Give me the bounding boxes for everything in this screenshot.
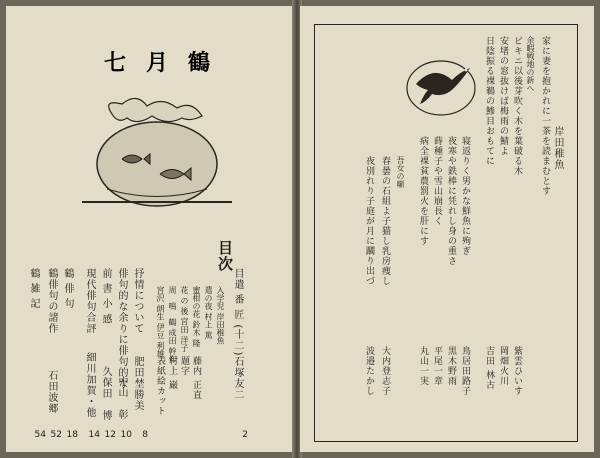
toc-item-4-page: 12 <box>104 430 116 440</box>
haiku-line-12: 夜別れり子庭が月に躙り出づ <box>364 156 374 286</box>
toc-item-2-author: 肥田埜勝美 <box>132 356 143 411</box>
haiku-line-10: 吾女の噺 <box>396 156 405 188</box>
toc-item-5-title[interactable]: 現代俳句合評 <box>84 268 95 334</box>
haiku-author-4: 吉田 林古 <box>484 346 494 390</box>
haiku-line-1: 家に妻を抱かれに一茶を読まむとす <box>540 36 550 196</box>
contents-heading: 目次 <box>216 240 234 272</box>
haiku-author-5: 鳥居田路子 <box>460 346 470 396</box>
toc-item-5-page: 14 <box>88 430 100 440</box>
haiku-line-11: 春曇の石組よ子猫し乳房痩し <box>380 156 390 286</box>
toc-item-6-title[interactable]: 鶴 俳 句 <box>62 268 73 310</box>
toc-item-8-title[interactable]: 鶴 雑 記 <box>28 268 39 310</box>
haiku-line-9: 病全裸貧農罰火を肝にす <box>418 136 428 246</box>
toc-item-3-author: 中山 彰 <box>116 376 127 420</box>
haiku-author-9: 大内登志子 <box>380 346 390 396</box>
haiku-author-6: 黒木野雨 <box>446 346 456 386</box>
toc-item-6-page: 18 <box>66 430 78 440</box>
toc-item-7-author: 石田波郷 <box>46 370 57 414</box>
crane-emblem <box>404 58 478 118</box>
haiku-author-1: 岸田稚魚 <box>552 126 563 170</box>
haiku-author-8: 丸山一実 <box>418 346 428 386</box>
colophon-title-label: 題字 <box>179 356 189 376</box>
right-page <box>300 6 594 452</box>
haiku-line-2: 余暇戦地の新へ <box>526 36 535 92</box>
haiku-line-4: 安堵の窓抜けば梅雨の鯖よ <box>498 36 508 156</box>
toc-item-4-title[interactable]: 前 書 小 感 <box>100 268 111 325</box>
toc-item-4-author: 久保田 博 <box>100 366 111 421</box>
haiku-author-7: 平尾一章 <box>432 346 442 386</box>
sub-entry-3: 蜜柑の花 鈴木 隆 <box>192 286 201 348</box>
sub-entry-5: 周 鳴 鶴 成田 幹作 <box>168 286 177 364</box>
toc-item-5-author: 細川加賀・他 <box>84 352 95 418</box>
toc-item-8-page: 54 <box>34 430 46 440</box>
colophon-cut-label: 表紙絵カット <box>155 356 165 416</box>
sub-entry-6: 宮沢 朗生 伊豆 利雄 <box>156 286 165 358</box>
haiku-author-2: 紫雲ひいす <box>512 346 522 396</box>
toc-item-7-page: 52 <box>50 430 62 440</box>
haiku-line-3: ビキニ以後芽吹く木を葉破る木 <box>512 36 522 176</box>
toc-item-1-title[interactable]: 目遣 番 匠 (十二) <box>232 268 243 357</box>
haiku-line-6: 寝返りく男かな鮮魚に殉ぎ <box>460 136 470 256</box>
left-page <box>6 6 294 452</box>
sub-entry-2: 遣の夜 村上 篤 <box>204 286 213 340</box>
haiku-line-7: 夜寒や鉄棒に凭れし身の重さ <box>446 136 456 266</box>
magazine-title: 七月鶴 <box>104 50 231 76</box>
sub-entry-4: 花 の 後 宮田 洋子 <box>180 286 189 353</box>
toc-item-3-title[interactable]: 俳句的な余りに俳句的な <box>116 268 127 389</box>
colophon-cut-by: 村上 巌 <box>167 356 177 390</box>
toc-item-7-title[interactable]: 鶴俳句の諸作 <box>46 268 57 334</box>
toc-item-1-author: 石塚友二 <box>232 356 243 400</box>
haiku-line-5: 日陰振る裸鵜の鯵目おもてに <box>484 36 494 166</box>
toc-item-3-page: 10 <box>120 430 132 440</box>
sub-entry-1: 入学児 岸田稚魚 <box>216 286 225 345</box>
toc-item-2-title[interactable]: 抒情について <box>132 268 143 334</box>
haiku-author-3: 岡畑火川 <box>498 346 508 386</box>
toc-item-1-page: 2 <box>242 430 248 440</box>
colophon-title-author: 藤内 正直 <box>191 356 201 400</box>
haiku-line-8: 蒔種子や雪山崩長く <box>432 136 442 226</box>
haiku-author-10: 波邉たかし <box>364 346 374 396</box>
goldfish-bowl-illustration <box>82 94 232 214</box>
toc-item-2-page: 8 <box>142 430 148 440</box>
